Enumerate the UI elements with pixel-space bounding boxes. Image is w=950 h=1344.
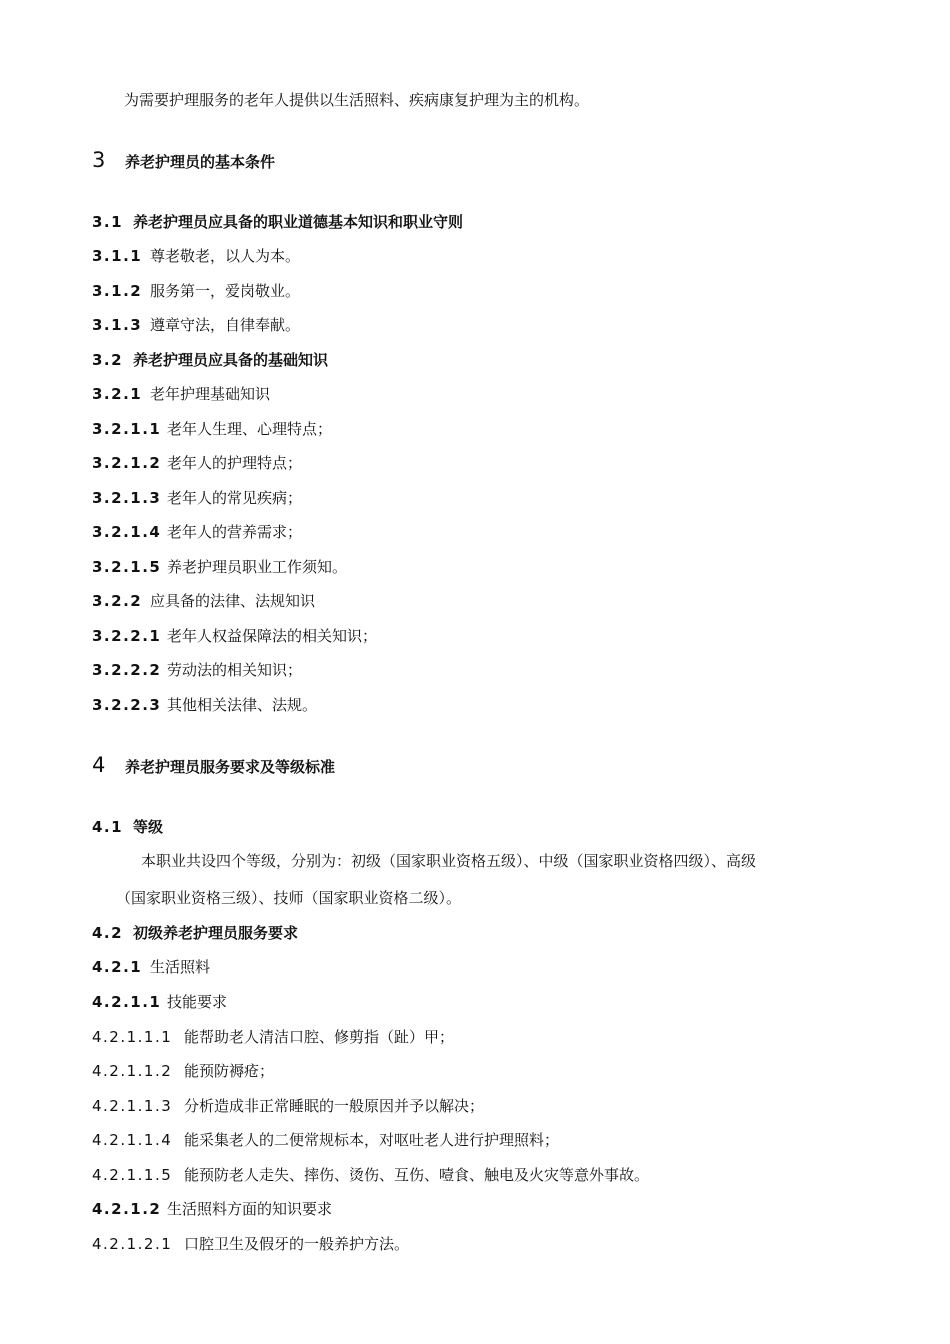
clause-3-2-2-1 (92, 626, 377, 646)
heading-number: 3.1 (92, 213, 124, 231)
clause-text: 老年人生理、心理特点； (167, 420, 333, 438)
clause-number: 3.1.3 (92, 316, 143, 334)
clause-number: 4.2.1.1.4 (92, 1131, 173, 1149)
clause-text: 能预防褥疮； (184, 1062, 275, 1080)
clause-text: 老年人的护理特点； (167, 454, 303, 472)
clause-text: 应具备的法律、法规知识 (150, 592, 316, 610)
clause-4-2-1-1-2 (92, 1061, 274, 1081)
clause-text: 生活照料方面的知识要求 (167, 1200, 333, 1218)
clause-3-2-1 (92, 384, 270, 404)
heading-number: 3.2 (92, 351, 124, 369)
heading-3-1 (92, 212, 463, 232)
heading-3-2 (92, 350, 328, 370)
clause-4-2-1-1-1 (92, 1027, 454, 1047)
clause-3-2-1-4 (92, 522, 302, 542)
clause-3-1-3 (92, 315, 300, 335)
clause-text: 分析造成非正常睡眠的一般原因并予以解决； (184, 1097, 485, 1115)
clause-text: 养老护理员职业工作须知。 (167, 558, 348, 576)
heading-4-2 (92, 923, 298, 943)
grade-paragraph-line-1: 本职业共设四个等级，分别为：初级（国家职业资格五级）、中级（国家职业资格四级）、高级 (141, 852, 757, 870)
clause-number: 3.2.2.2 (92, 661, 162, 679)
clause-number: 4.2.1.2.1 (92, 1235, 173, 1253)
clause-4-2-1-1-3 (92, 1096, 484, 1116)
clause-text: 能帮助老人清洁口腔、修剪指（趾）甲； (184, 1028, 455, 1046)
heading-text: 养老护理员的基本条件 (125, 153, 276, 171)
clause-3-2-1-3 (92, 488, 302, 508)
clause-4-2-1-2 (92, 1199, 332, 1219)
heading-text: 初级养老护理员服务要求 (133, 924, 299, 942)
clause-number: 3.2.2.3 (92, 696, 162, 714)
clause-text: 老年护理基础知识 (150, 385, 271, 403)
heading-4 (92, 755, 335, 777)
clause-number: 4.2.1.2 (92, 1200, 162, 1218)
clause-3-2-2-2 (92, 660, 302, 680)
clause-text: 生活照料 (150, 958, 211, 976)
clause-number: 3.2.1.2 (92, 454, 162, 472)
clause-4-2-1-1-5 (92, 1165, 649, 1185)
clause-text: 遵章守法，自律奉献。 (150, 316, 301, 334)
heading-text: 养老护理员服务要求及等级标准 (125, 758, 336, 776)
clause-3-1-2 (92, 281, 300, 301)
clause-text: 劳动法的相关知识； (167, 661, 303, 679)
clause-text: 尊老敬老，以人为本。 (150, 247, 301, 265)
clause-number: 3.1.2 (92, 282, 143, 300)
clause-text: 服务第一，爱岗敬业。 (150, 282, 301, 300)
clause-number: 4.2.1.1.1 (92, 1028, 173, 1046)
clause-3-2-2 (92, 591, 315, 611)
clause-4-2-1-1-4 (92, 1130, 559, 1150)
clause-number: 3.2.1 (92, 385, 143, 403)
clause-4-2-1-1 (92, 992, 227, 1012)
clause-text: 老年人的常见疾病； (167, 489, 303, 507)
clause-3-2-1-5 (92, 557, 347, 577)
clause-3-2-2-3 (92, 695, 317, 715)
clause-3-1-1 (92, 246, 300, 266)
clause-4-2-1 (92, 957, 210, 977)
clause-3-2-1-1 (92, 419, 332, 439)
clause-number: 4.2.1.1.2 (92, 1062, 173, 1080)
clause-text: 技能要求 (167, 993, 228, 1011)
clause-text: 老年人权益保障法的相关知识； (167, 627, 378, 645)
clause-text: 能采集老人的二便常规标本，对呕吐老人进行护理照料； (184, 1131, 560, 1149)
heading-number: 4.2 (92, 924, 124, 942)
heading-text: 养老护理员应具备的基础知识 (133, 351, 329, 369)
clause-number: 4.2.1 (92, 958, 143, 976)
heading-3 (92, 150, 275, 172)
clause-number: 3.2.2 (92, 592, 143, 610)
clause-number: 3.2.1.3 (92, 489, 162, 507)
heading-number: 3 (92, 148, 107, 172)
clause-text: 口腔卫生及假牙的一般养护方法。 (184, 1235, 410, 1253)
clause-3-2-1-2 (92, 453, 302, 473)
clause-number: 4.2.1.1.3 (92, 1097, 173, 1115)
clause-number: 4.2.1.1 (92, 993, 162, 1011)
clause-number: 3.2.1.5 (92, 558, 162, 576)
clause-4-2-1-2-1 (92, 1234, 409, 1254)
heading-text: 养老护理员应具备的职业道德基本知识和职业守则 (133, 213, 464, 231)
heading-text: 等级 (133, 818, 164, 836)
clause-text: 能预防老人走失、摔伤、烫伤、互伤、噎食、触电及火灾等意外事故。 (184, 1166, 650, 1184)
clause-number: 3.2.1.1 (92, 420, 162, 438)
clause-number: 3.2.2.1 (92, 627, 162, 645)
grade-paragraph-line-2: （国家职业资格三级）、技师（国家职业资格二级）。 (116, 889, 462, 907)
clause-text: 老年人的营养需求； (167, 523, 303, 541)
heading-number: 4.1 (92, 818, 124, 836)
heading-4-1 (92, 817, 163, 837)
heading-number: 4 (92, 753, 107, 777)
clause-number: 3.1.1 (92, 247, 143, 265)
clause-number: 3.2.1.4 (92, 523, 162, 541)
intro-paragraph: 为需要护理服务的老年人提供以生活照料、疾病康复护理为主的机构。 (124, 91, 590, 109)
clause-text: 其他相关法律、法规。 (167, 696, 318, 714)
clause-number: 4.2.1.1.5 (92, 1166, 173, 1184)
